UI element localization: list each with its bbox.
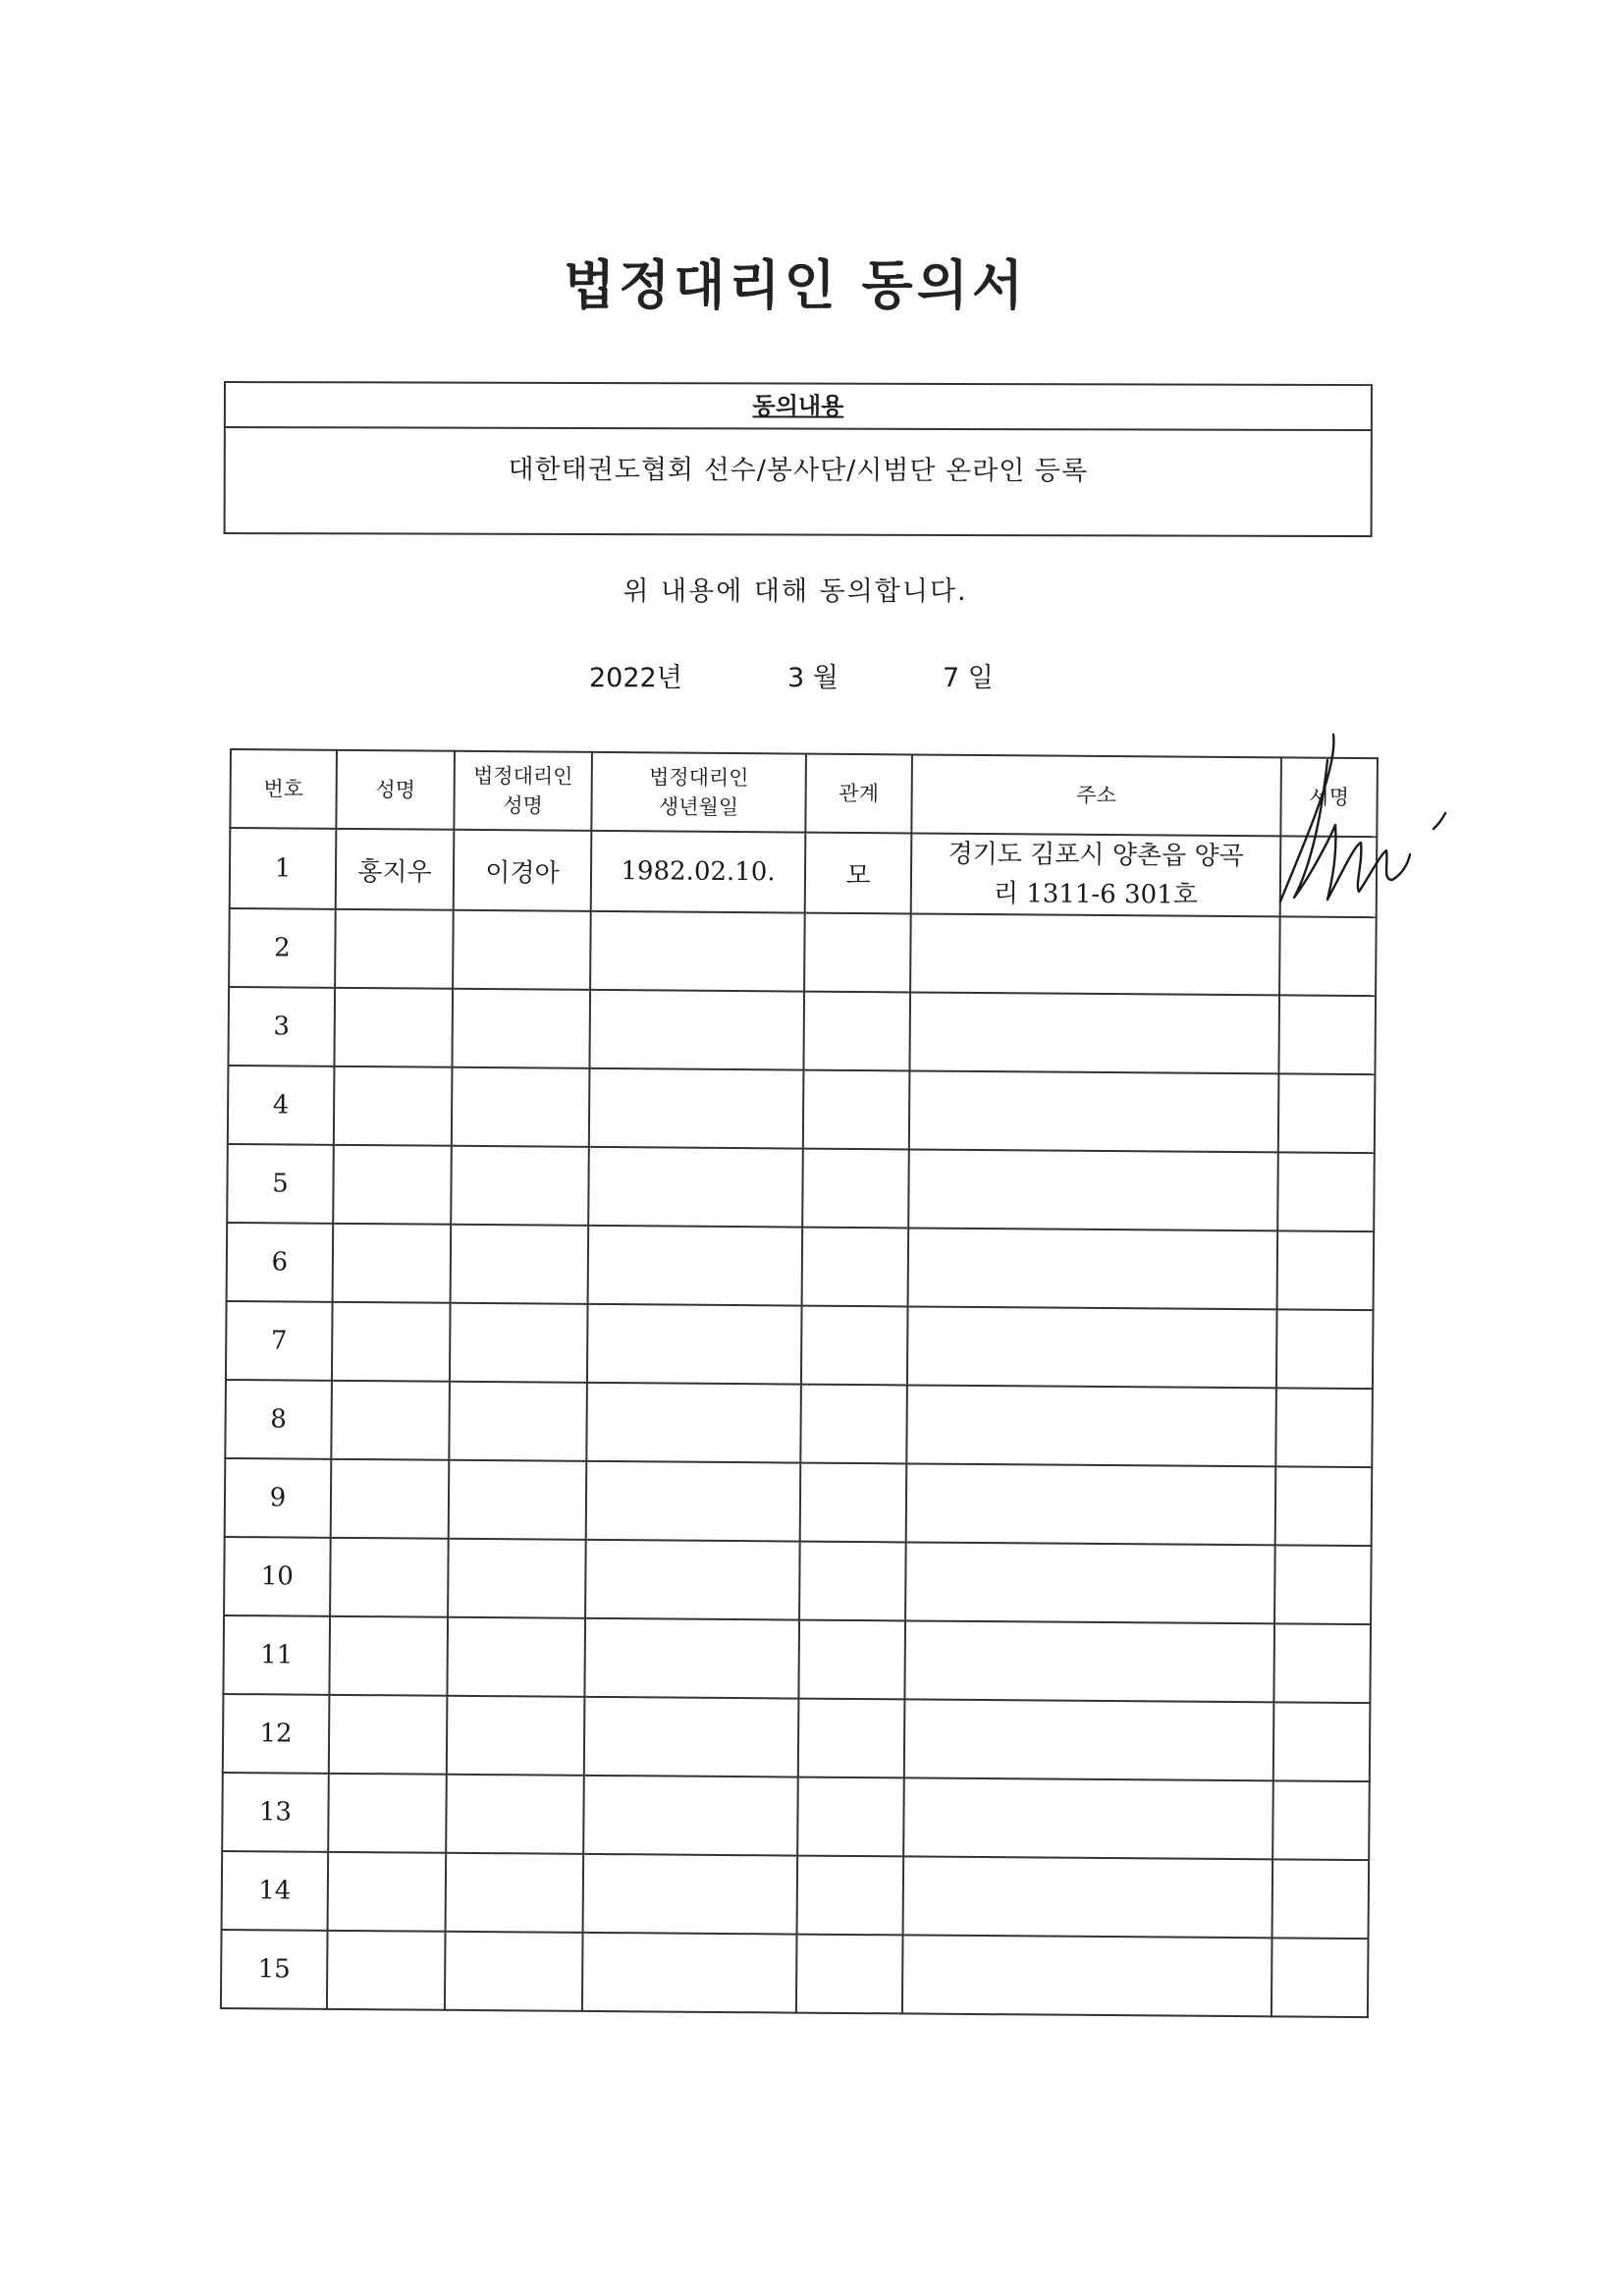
cell-guardian-birth [584,1697,799,1777]
cell-address-line2: 리 1311-6 301호 [993,879,1198,910]
cell-relation [803,1070,910,1150]
cell-address [908,1149,1278,1230]
cell-no: 3 [228,987,335,1066]
cell-guardian-name [445,1932,583,2011]
cell-address [909,992,1279,1073]
header-guardian-name-line2: 성명 [503,793,543,818]
cell-no: 9 [225,1458,332,1538]
cell-guardian-birth [588,1226,803,1306]
cell-guardian-birth [588,1147,803,1228]
handwritten-signature [1272,727,1449,913]
cell-name [333,1224,452,1303]
cell-signature [1277,1152,1375,1231]
table-row [224,1537,1372,1624]
cell-address [903,1777,1273,1859]
cell-name [331,1459,450,1539]
cell-address [902,1935,1272,2016]
cell-name [330,1538,449,1617]
cell-signature [1275,1466,1373,1546]
header-guardian-birth-line2: 생년월일 [658,794,739,820]
cell-signature [1276,1309,1374,1389]
table-row [227,1144,1375,1231]
cell-relation [799,1542,906,1621]
table-header-row [230,749,1378,837]
cell-signature [1279,916,1377,996]
date-month: 3 월 [787,663,839,693]
cell-no: 11 [223,1615,330,1695]
cell-signature [1272,1859,1370,1939]
cell-no: 14 [222,1851,329,1931]
guardian-table [220,748,1379,2018]
cell-guardian-name [451,1225,589,1304]
cell-signature [1277,1230,1375,1310]
cell-name: 홍지우 [336,829,455,910]
cell-name [333,1145,452,1225]
cell-guardian-birth: 1982.02.10. [591,831,806,913]
cell-address [907,1306,1277,1388]
header-guardian-name [454,751,592,831]
guardian-table-wrapper [220,748,1377,2018]
cell-guardian-name [449,1382,587,1461]
document-title: 법정대리인 동의서 [563,254,1028,316]
cell-relation [804,913,911,993]
cell-relation: 모 [805,833,912,914]
cell-guardian-birth [584,1618,799,1699]
cell-address [911,833,1281,916]
cell-relation [800,1385,907,1464]
cell-guardian-name [446,1775,584,1854]
date-year: 2022년 [589,663,682,693]
cell-relation [801,1306,908,1386]
header-relation: 관계 [805,754,912,834]
cell-no: 8 [225,1380,332,1459]
cell-relation [803,992,910,1071]
cell-relation [797,1777,904,1857]
cell-guardian-name [451,1146,589,1226]
cell-name [332,1302,451,1382]
cell-no: 5 [227,1144,334,1224]
cell-guardian-birth [585,1540,800,1620]
cell-relation [798,1699,905,1778]
cell-name [329,1616,448,1696]
agreement-statement: 위 내용에 대해 동의합니다. [623,576,968,607]
cell-name [334,1066,453,1146]
header-guardian-name-line1: 법정대리인 [472,763,573,789]
cell-no: 15 [221,1930,328,2009]
cell-guardian-birth [589,990,804,1070]
table-row [221,1930,1369,2017]
cell-guardian-birth [589,1068,804,1149]
cell-signature [1278,1073,1376,1153]
consent-content-box [224,381,1373,537]
table-row [229,908,1377,996]
cell-guardian-name [453,910,591,990]
cell-name [335,909,454,989]
cell-address [908,1228,1278,1309]
cell-relation [798,1620,905,1700]
table-row [228,987,1376,1074]
cell-name [328,1774,447,1853]
cell-guardian-name [449,1460,587,1540]
consent-heading: 동의내용 [752,392,844,420]
cell-name [327,1931,446,2010]
table-row [227,1223,1375,1310]
cell-guardian-birth [587,1304,802,1385]
cell-guardian-name [452,1067,590,1147]
consent-body: 대한태권도협회 선수/봉사단/시범단 온라인 등록 [508,454,1089,487]
cell-guardian-birth [590,911,805,992]
cell-no: 13 [222,1773,329,1852]
cell-address [909,1070,1279,1152]
cell-no: 4 [228,1066,335,1145]
header-guardian-birth [591,752,806,833]
cell-address-line1: 경기도 김포시 양촌읍 양곡 [947,839,1244,872]
header-signature: 서명 [1280,757,1378,837]
cell-address [906,1385,1276,1466]
consent-heading-cell [226,383,1371,431]
cell-guardian-name: 이경아 [454,830,592,911]
cell-signature [1273,1702,1371,1781]
table-row [230,828,1378,917]
cell-address [904,1620,1274,1702]
cell-name [331,1381,450,1460]
cell-guardian-birth [583,1854,798,1935]
cell-no: 7 [226,1301,333,1381]
cell-address [906,1463,1276,1545]
header-guardian-birth-line1: 법정대리인 [648,765,749,791]
table-row [222,1851,1370,1939]
cell-address [905,1542,1275,1623]
cell-signature [1274,1545,1372,1624]
cell-guardian-name [448,1539,586,1618]
table-row [223,1694,1371,1781]
cell-guardian-name [452,989,590,1068]
header-name: 성명 [336,750,455,830]
table-row [228,1066,1376,1153]
cell-guardian-birth [586,1461,801,1542]
cell-signature [1275,1388,1373,1467]
cell-relation [802,1228,909,1307]
cell-name [334,988,453,1067]
cell-address [903,1856,1273,1938]
cell-guardian-birth [586,1383,801,1463]
table-row [225,1458,1373,1546]
cell-name [328,1852,447,1932]
cell-no: 6 [227,1223,334,1302]
cell-guardian-name [450,1303,588,1383]
cell-address [910,913,1280,995]
cell-signature [1278,995,1376,1074]
table-row [225,1380,1373,1467]
cell-guardian-birth [582,1933,797,2013]
table-row [222,1773,1370,1860]
cell-no: 12 [223,1694,330,1774]
table-row [223,1615,1371,1703]
cell-no: 1 [230,828,337,909]
cell-relation [800,1463,907,1543]
cell-relation [796,1935,903,2014]
table-row [226,1301,1374,1389]
header-address: 주소 [911,754,1281,836]
header-no: 번호 [230,749,337,829]
cell-address [904,1699,1274,1780]
cell-guardian-name [447,1617,585,1697]
cell-name [329,1695,448,1775]
cell-relation [797,1856,904,1936]
cell-guardian-birth [583,1776,798,1856]
cell-guardian-name [447,1696,585,1776]
cell-guardian-name [446,1853,584,1933]
date-day: 7 일 [943,663,994,693]
cell-signature [1273,1623,1371,1703]
cell-signature [1272,1780,1370,1860]
cell-signature [1272,1938,1369,2017]
cell-relation [802,1149,909,1229]
cell-no: 10 [224,1537,331,1616]
cell-no: 2 [229,908,336,988]
